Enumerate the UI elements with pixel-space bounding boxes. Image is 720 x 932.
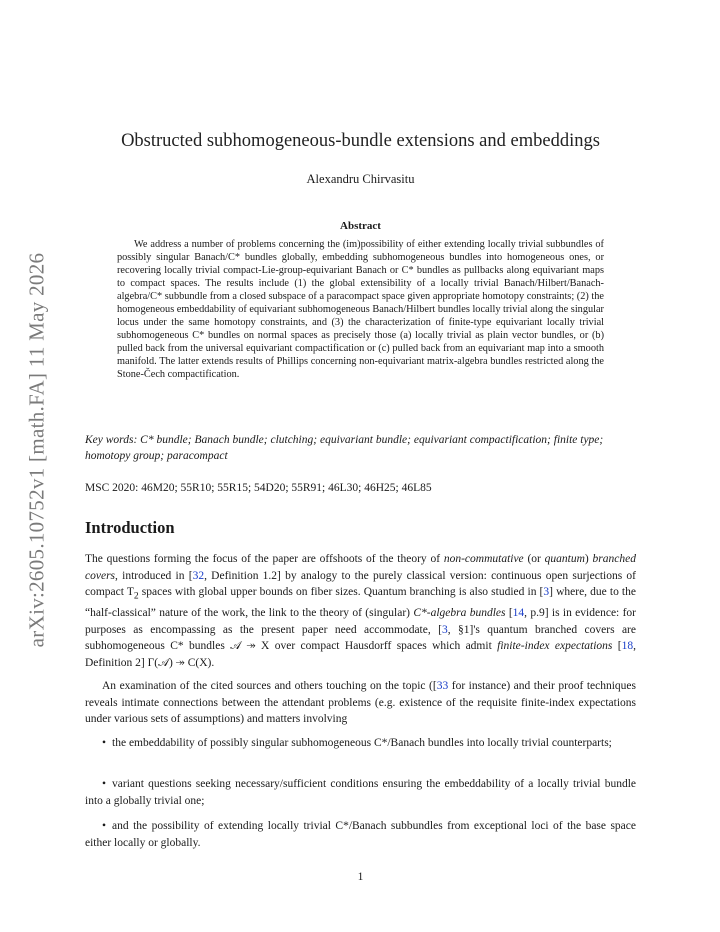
arxiv-stamp (0, 0, 70, 932)
citation-link[interactable]: 33 (436, 680, 449, 692)
list-item: • the embeddability of possibly singular subhomogeneous C*/Banach bundles into locally trivial counterparts; (85, 735, 636, 752)
bullet-icon: • (102, 820, 107, 832)
bullet-icon: • (102, 737, 107, 749)
abstract-text: We address a number of problems concerning the (im)possibility of either extending locally trivial subbundles of possibly singular Banach/C* bundles globally, embedding subhomogeneous bundles into homogeneous ones, or recovering locally trivial compact-Lie-group-equivariant Banach or C* bundles as pullbacks along equivariant maps to compact spaces. The results include (1) the global extensibility of a locally trivial Banach/Hilbert/Banach-algebra/C* subbundle from a closed subspace of a paracompact space given appropriate homotopy constraints; (2) the homogeneous embeddability of equivariant subhomogeneous Banach/Hilbert bundles locally trivial along the singular locus under the same homotopy constraints, and (3) the characterization of finite-type equivariant locally trivial subhomogeneous C* bundles on normal spaces as precisely those (a) locally trivial as plain vector bundles, or (b) pulled back from the universal equivariant compactification or (c) pulled back from an equivariant map into a smooth manifold. The latter extends results of Phillips concerning non-equivariant matrix-algebra bundles restricted along the Stone-Čech compactification. (117, 239, 604, 380)
arxiv-identifier: arXiv:2605.10752v1 [math.FA] 11 May 2026 (24, 252, 49, 648)
msc-classification: MSC 2020: 46M20; 55R10; 55R15; 54D20; 55R91; 46L30; 46H25; 46L85 (85, 482, 432, 494)
list-item: • and the possibility of extending locally trivial C*/Banach subbundles from exceptional loci of the base space either locally or globally. (85, 820, 636, 849)
citation-link[interactable]: 3 (441, 623, 448, 636)
abstract-heading: Abstract (340, 220, 381, 232)
citation-link[interactable]: 18 (621, 640, 634, 653)
intro-paragraph-2: An examination of the cited sources and others touching on the topic ([33 for instance) and their proof techniques reveals intimate connections between the attendant problems (e.g. existence of the requisite finite-index expectations under various sets of assumptions) and matters involving (85, 680, 636, 726)
intro-paragraph-1: The questions forming the focus of the paper are offshoots of the theory of non-commutative (or quantum) branched covers, introduced in [32, Definition 1.2] by analogy to the purely classical version: continuous open surjections of compact $T_2$ spaces with global upper bounds on fiber sizes. Quantum branching is also studied in [3] where, due to the “half-classical” nature of the work, the link to the theory of (singular) C*-algebra bundles [14, p.9] is in evidence: for purposes as encompassing as the present paper need accommodate, [3, §1]'s quantum branched covers are subhomogeneous C* bundles 𝒜 ↠ X over compact Hausdorff spaces which admit finite-index expectations [18, Definition 2] Γ(𝒜) ↠ C(X). (85, 553, 637, 669)
citation-link[interactable]: 3 (543, 586, 550, 599)
bullet-icon: • (102, 778, 107, 790)
keywords: Key words: C* bundle; Banach bundle; clutching; equivariant bundle; equivariant compactification; finite type; homotopy group; paracompact (85, 434, 604, 462)
paper-title: Obstructed subhomogeneous-bundle extensions and embeddings (121, 131, 600, 151)
page-number: 1 (357, 871, 364, 883)
citation-link[interactable]: 14 (512, 607, 525, 620)
list-item: • variant questions seeking necessary/sufficient conditions ensuring the embeddability of a locally trivial bundle into a globally trivial one; (85, 778, 636, 807)
paper-author: Alexandru Chirvasitu (306, 172, 415, 186)
citation-link[interactable]: 32 (192, 569, 205, 582)
section-heading-introduction: Introduction (85, 518, 175, 537)
